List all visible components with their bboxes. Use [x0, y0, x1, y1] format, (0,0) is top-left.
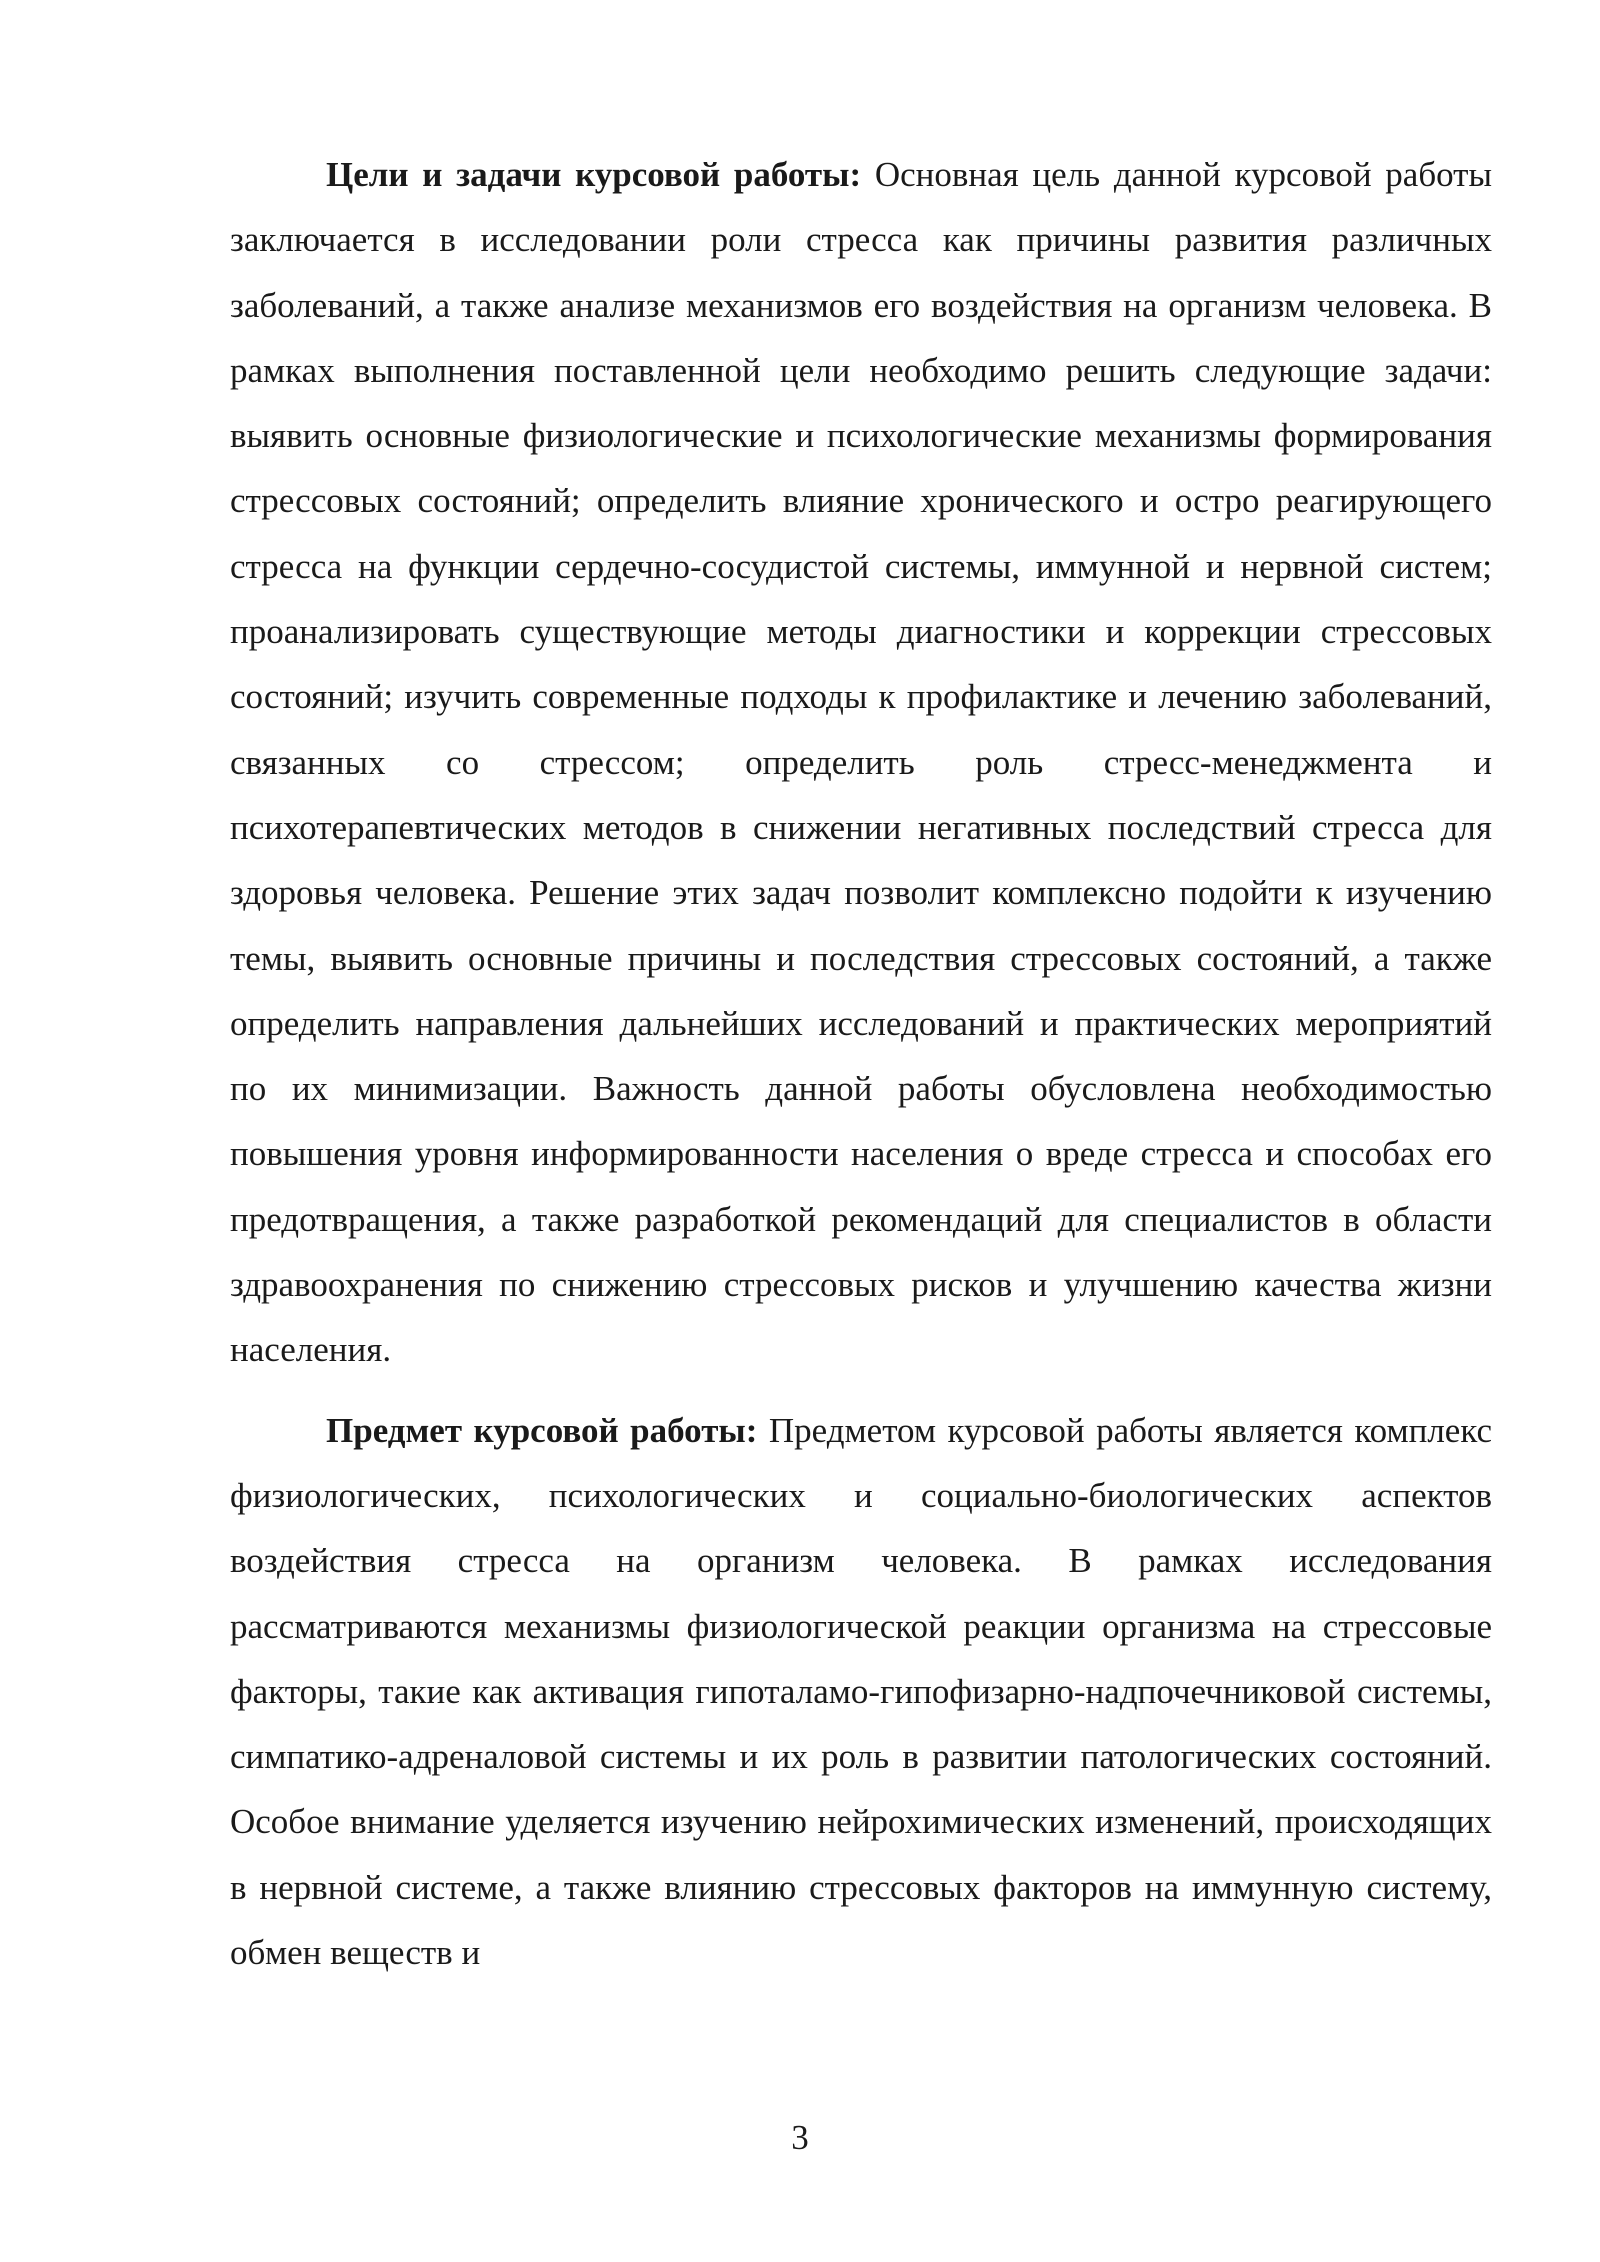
- page-body: [230, 142, 1492, 1985]
- paragraph-text: Предметом курсовой работы является комплекс физиологических, психологических и социально-биологических аспектов воздействия стресса на организм человека. В рамках исследования рассматриваются механизмы физиологической реакции организма на стрессовые факторы, такие как активация гипоталамо-гипофизарно-надпочечниковой системы, симпатико-адреналовой системы и их роль в развитии патологических состояний. Особое внимание уделяется изучению нейрохимических изменений, происходящих в нервной системе, а также влиянию стрессовых факторов на иммунную систему, обмен веществ и: [230, 1410, 1492, 1973]
- paragraph-text: Основная цель данной курсовой работы заключается в исследовании роли стресса как причины развития различных заболеваний, а также анализе механизмов его воздействия на организм человека. В рамках выполнения поставленной цели необходимо решить следующие задачи: выявить основные физиологические и психологические механизмы формирования стрессовых состояний; определить влияние хронического и остро реагирующего стресса на функции сердечно-сосудистой системы, иммунной и нервной систем; проанализировать существующие методы диагностики и коррекции стрессовых состояний; изучить современные подходы к профилактике и лечению заболеваний, связанных со стрессом; определить роль стресс-менеджмента и психотерапевтических методов в снижении негативных последствий стресса для здоровья человека. Решение этих задач позволит комплексно подойти к изучению темы, выявить основные причины и последствия стрессовых состояний, а также определить направления дальнейших исследований и практических мероприятий по их минимизации. Важность данной работы обусловлена необходимостью повышения уровня информированности населения о вреде стресса и способах его предотвращения, а также разработкой рекомендаций для специалистов в области здравоохранения по снижению стрессовых рисков и улучшению качества жизни населения.: [230, 155, 1492, 1370]
- paragraph-heading: Предмет курсовой работы:: [326, 1410, 758, 1450]
- paragraph-goals-and-tasks: [230, 142, 1492, 1383]
- page-number: 3: [791, 2118, 809, 2157]
- paragraph-heading: Цели и задачи курсовой работы:: [326, 155, 862, 194]
- paragraph-subject: [230, 1398, 1492, 1986]
